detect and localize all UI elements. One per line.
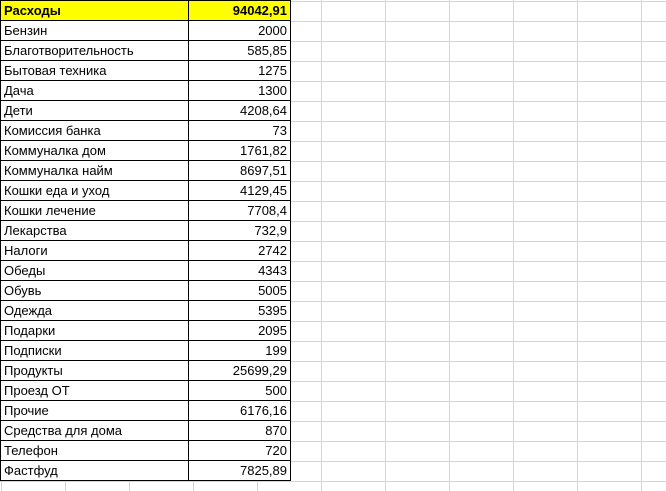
category-cell[interactable]: Подарки (1, 321, 189, 341)
category-cell[interactable]: Одежда (1, 301, 189, 321)
table-row (1, 261, 291, 281)
category-cell[interactable]: Подписки (1, 341, 189, 361)
category-cell[interactable]: Бензин (1, 21, 189, 41)
amount-cell[interactable]: 7825,89 (189, 461, 291, 481)
amount-cell[interactable]: 25699,29 (189, 361, 291, 381)
category-cell[interactable]: Комиссия банка (1, 121, 189, 141)
category-cell[interactable]: Проезд ОТ (1, 381, 189, 401)
category-cell[interactable]: Кошки лечение (1, 201, 189, 221)
amount-cell[interactable]: 73 (189, 121, 291, 141)
category-cell[interactable]: Телефон (1, 441, 189, 461)
table-row (1, 381, 291, 401)
amount-cell[interactable]: 732,9 (189, 221, 291, 241)
table-row (1, 101, 291, 121)
table-row (1, 461, 291, 481)
category-cell[interactable]: Коммуналка дом (1, 141, 189, 161)
table-row (1, 201, 291, 221)
amount-cell[interactable]: 1300 (189, 81, 291, 101)
table-row (1, 81, 291, 101)
table-row (1, 41, 291, 61)
category-cell[interactable]: Дача (1, 81, 189, 101)
amount-cell[interactable]: 1761,82 (189, 141, 291, 161)
amount-cell[interactable]: 1275 (189, 61, 291, 81)
table-row (1, 281, 291, 301)
amount-cell[interactable]: 4129,45 (189, 181, 291, 201)
amount-cell[interactable]: 2000 (189, 21, 291, 41)
amount-cell[interactable]: 8697,51 (189, 161, 291, 181)
table-row (1, 161, 291, 181)
table-row (1, 341, 291, 361)
amount-cell[interactable]: 2742 (189, 241, 291, 261)
table-row (1, 361, 291, 381)
category-cell[interactable]: Лекарства (1, 221, 189, 241)
amount-cell[interactable]: 870 (189, 421, 291, 441)
category-cell[interactable]: Продукты (1, 361, 189, 381)
amount-cell[interactable]: 2095 (189, 321, 291, 341)
amount-cell[interactable]: 199 (189, 341, 291, 361)
amount-cell[interactable]: 4208,64 (189, 101, 291, 121)
table-row (1, 421, 291, 441)
table-row (1, 61, 291, 81)
table-row (1, 181, 291, 201)
amount-cell[interactable]: 500 (189, 381, 291, 401)
table-row (1, 21, 291, 41)
expense-table (0, 0, 291, 481)
category-cell[interactable]: Кошки еда и уход (1, 181, 189, 201)
table-row (1, 121, 291, 141)
category-cell[interactable]: Средства для дома (1, 421, 189, 441)
table-row (1, 301, 291, 321)
amount-cell[interactable]: 5395 (189, 301, 291, 321)
table-body (1, 1, 291, 481)
category-cell[interactable]: Прочие (1, 401, 189, 421)
table-row (1, 441, 291, 461)
table-row (1, 401, 291, 421)
amount-cell[interactable]: 6176,16 (189, 401, 291, 421)
table-row (1, 221, 291, 241)
header-total-cell[interactable]: 94042,91 (189, 1, 291, 21)
amount-cell[interactable]: 5005 (189, 281, 291, 301)
header-label-cell[interactable]: Расходы (1, 1, 189, 21)
category-cell[interactable]: Бытовая техника (1, 61, 189, 81)
amount-cell[interactable]: 7708,4 (189, 201, 291, 221)
category-cell[interactable]: Обеды (1, 261, 189, 281)
amount-cell[interactable]: 720 (189, 441, 291, 461)
table-row (1, 241, 291, 261)
amount-cell[interactable]: 585,85 (189, 41, 291, 61)
header-row (1, 1, 291, 21)
table-row (1, 141, 291, 161)
category-cell[interactable]: Дети (1, 101, 189, 121)
category-cell[interactable]: Благотворительность (1, 41, 189, 61)
category-cell[interactable]: Обувь (1, 281, 189, 301)
category-cell[interactable]: Налоги (1, 241, 189, 261)
amount-cell[interactable]: 4343 (189, 261, 291, 281)
table-row (1, 321, 291, 341)
category-cell[interactable]: Фастфуд (1, 461, 189, 481)
category-cell[interactable]: Коммуналка найм (1, 161, 189, 181)
